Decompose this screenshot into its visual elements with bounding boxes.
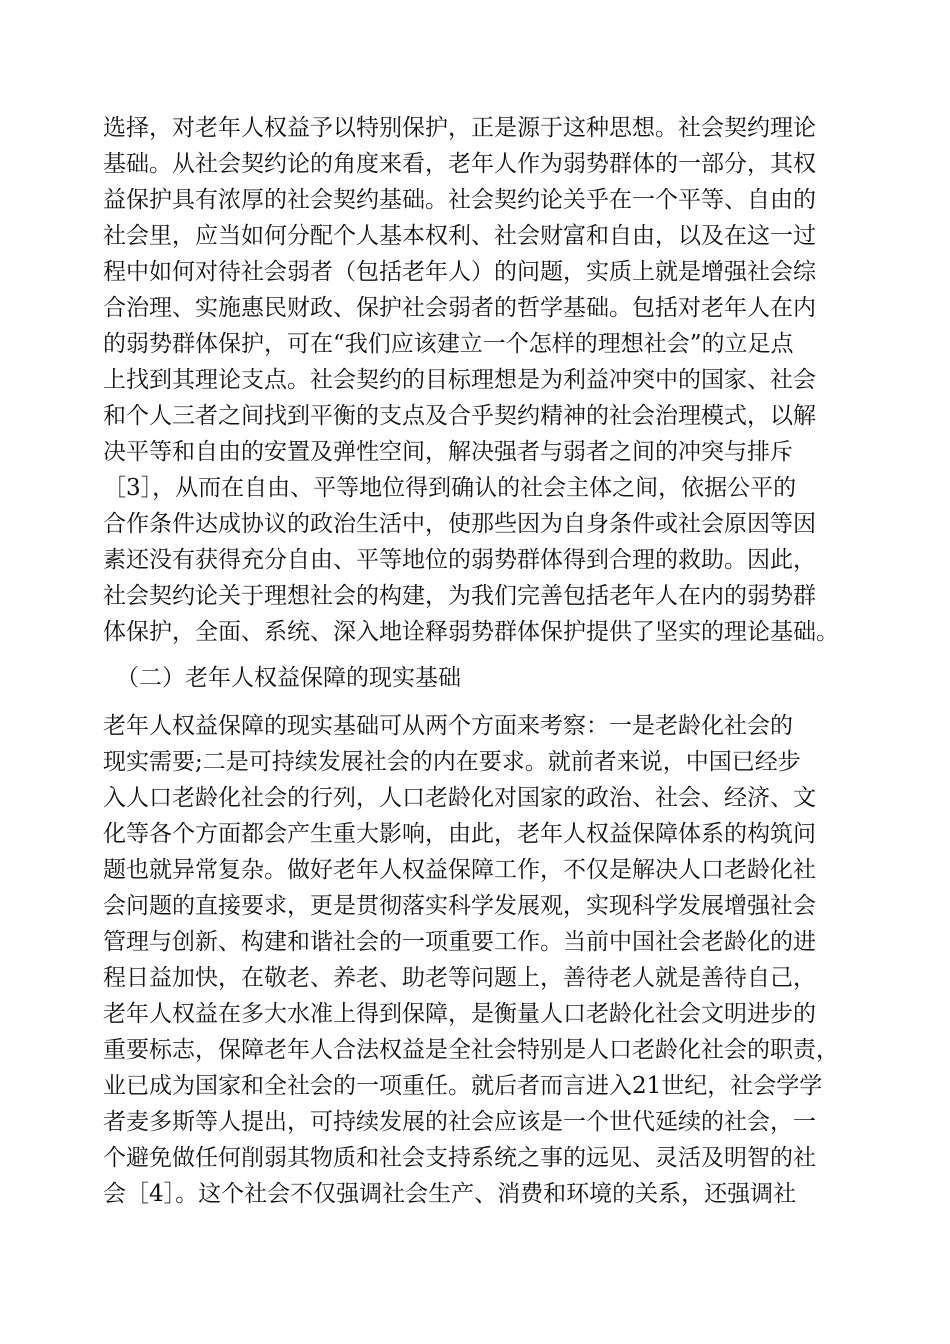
text-line: 老年人权益保障的现实基础可从两个方面来考察：一是老龄化社会的 (103, 713, 793, 739)
text-line: 者麦多斯等人提出，可持续发展的社会应该是一个世代延续的社会，一 (103, 1109, 816, 1135)
text-line: 程日益加快，在敬老、养老、助老等问题上，善待老人就是善待自己， (103, 965, 816, 991)
text-line: 业已成为国家和全社会的一项重任。就后者而言进入21世纪，社会学学 (103, 1073, 823, 1099)
text-line: 体保护，全面、系统、深入地诠释弱势群体保护提供了坚实的理论基础。 (103, 619, 839, 645)
text-line: 决平等和自由的安置及弹性空间，解决强者与弱者之间的冲突与排斥 (103, 439, 793, 465)
text-line: 老年人权益在多大水准上得到保障，是衡量人口老龄化社会文明进步的 (103, 1001, 816, 1027)
text-line: 现实需要;二是可持续发展社会的内在要求。就前者来说，中国已经步 (103, 749, 801, 775)
text-line: 社会契约论关于理想社会的构建，为我们完善包括老年人在内的弱势群 (103, 583, 816, 609)
text-line: 社会里，应当如何分配个人基本权利、社会财富和自由，以及在这一过 (103, 223, 816, 249)
text-line: 和个人三者之间找到平衡的支点及合乎契约精神的社会治理模式，以解 (103, 403, 816, 429)
text-line: 素还没有获得充分自由、平等地位的弱势群体得到合理的救助。因此， (103, 547, 816, 573)
text-line: 的弱势群体保护，可在“我们应该建立一个怎样的理想社会”的立足点 (103, 331, 794, 357)
text-line: 程中如何对待社会弱者（包括老年人）的问题，实质上就是增强社会综 (103, 259, 816, 285)
text-line: 基础。从社会契约论的角度来看，老年人作为弱势群体的一部分，其权 (103, 151, 816, 177)
text-line: 重要标志，保障老年人合法权益是全社会特别是人口老龄化社会的职责， (103, 1037, 839, 1063)
text-line: 个避免做任何削弱其物质和社会支持系统之事的远见、灵活及明智的社 (103, 1145, 816, 1171)
text-line: 选择，对老年人权益予以特别保护，正是源于这种思想。社会契约理论 (103, 115, 816, 141)
section-heading: （二）老年人权益保障的现实基础 (116, 665, 461, 691)
text-line: 上找到其理论支点。社会契约的目标理想是为利益冲突中的国家、社会 (103, 367, 816, 393)
text-line: 入人口老龄化社会的行列，人口老龄化对国家的政治、社会、经济、文 (103, 785, 816, 811)
text-line: 会［4］。这个社会不仅强调社会生产、消费和环境的关系，还强调社 (103, 1181, 797, 1207)
text-line: 化等各个方面都会产生重大影响，由此，老年人权益保障体系的构筑问 (103, 821, 816, 847)
text-line: 会问题的直接要求，更是贯彻落实科学发展观，实现科学发展增强社会 (103, 893, 816, 919)
text-line: 合治理、实施惠民财政、保护社会弱者的哲学基础。包括对老年人在内 (103, 295, 816, 321)
text-line: 管理与创新、构建和谐社会的一项重要工作。当前中国社会老龄化的进 (103, 929, 816, 955)
text-line: ［3］，从而在自由、平等地位得到确认的社会主体之间，依据公平的 (103, 475, 797, 501)
text-line: 合作条件达成协议的政治生活中，使那些因为自身条件或社会原因等因 (103, 511, 816, 537)
text-line: 题也就异常复杂。做好老年人权益保障工作，不仅是解决人口老龄化社 (103, 857, 816, 883)
text-line: 益保护具有浓厚的社会契约基础。社会契约论关乎在一个平等、自由的 (103, 187, 816, 213)
